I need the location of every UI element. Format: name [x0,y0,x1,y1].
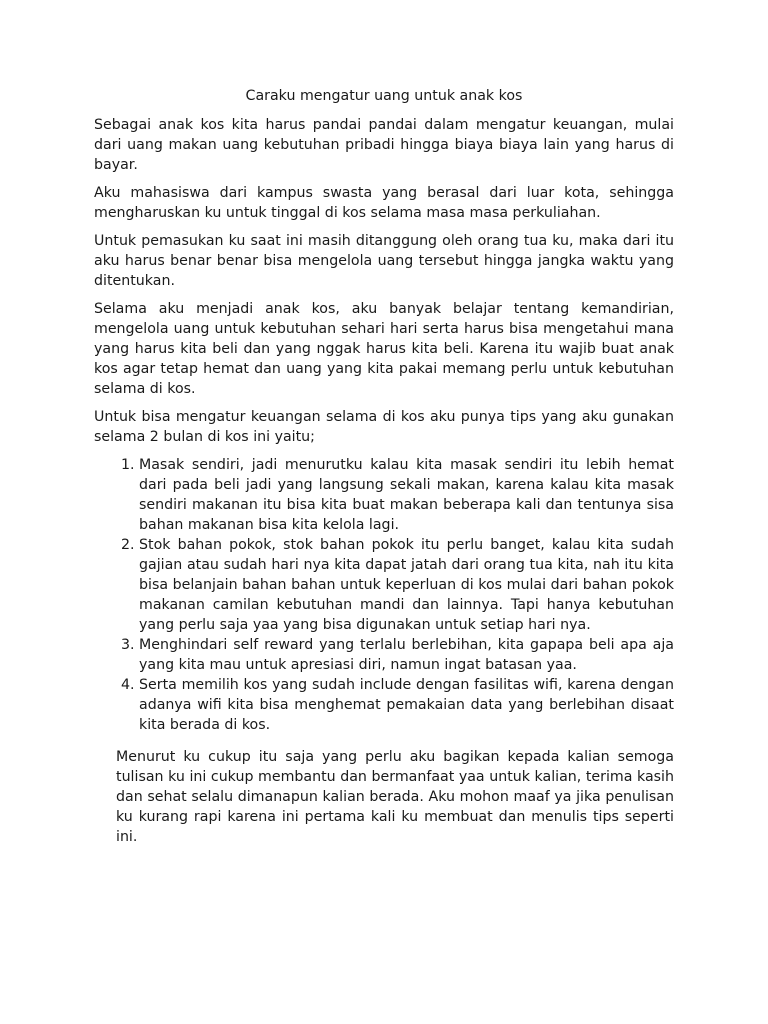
paragraph-intro: Sebagai anak kos kita harus pandai pandai dalam mengatur keuangan, mulai dari uang makan uang kebutuhan pribadi hingga biaya biaya lain yang harus di bayar. [94,117,674,173]
paragraph-income: Untuk pemasukan ku saat ini masih ditanggung oleh orang tua ku, maka dari itu aku harus benar benar bisa mengelola uang tersebut hingga jangka waktu yang ditentukan. [94,233,674,289]
paragraph-closing: Menurut ku cukup itu saja yang perlu aku bagikan kepada kalian semoga tulisan ku ini cukup membantu dan bermanfaat yaa untuk kalian, terima kasih dan sehat selalu dimanapun kalian berada. Aku mohon maaf ya jika penulisan ku kurang rapi karena ini pertama kali ku membuat dan menulis tips seperti ini. [116,749,674,845]
document-title: Caraku mengatur uang untuk anak kos [245,88,523,104]
tips-list [94,455,674,735]
tip-item-wifi: 4. Serta memilih kos yang sudah include dengan fasilitas wifi, karena dengan adanya wifi kita bisa menghemat pemakaian data yang berlebihan disaat kita berada di kos. [139,675,674,735]
tip-item-stock: 2. Stok bahan pokok, stok bahan pokok itu perlu banget, kalau kita sudah gajian atau sudah hari nya kita dapat jatah dari orang tua kita, nah itu kita bisa belanjain bahan bahan untuk keperluan di kos mulai dari bahan pokok makanan camilan kebutuhan mandi dan lainnya. Tapi hanya kebutuhan yang perlu saja yaa yang bisa digunakan untuk setiap hari nya. [139,535,674,635]
paragraph-tips-intro: Untuk bisa mengatur keuangan selama di kos aku punya tips yang aku gunakan selama 2 bulan di kos ini yaitu; [94,409,674,445]
paragraph-independence: Selama aku menjadi anak kos, aku banyak belajar tentang kemandirian, mengelola uang untuk kebutuhan sehari hari serta harus bisa mengetahui mana yang harus kita beli dan yang nggak harus kita beli. Karena itu wajib buat anak kos agar tetap hemat dan uang yang kita pakai memang perlu untuk kebutuhan selama di kos. [94,301,674,397]
document-body [94,86,674,847]
tip-item-self-reward: 3. Menghindari self reward yang terlalu berlebihan, kita gapapa beli apa aja yang kita mau untuk apresiasi diri, namun ingat batasan yaa. [139,635,674,675]
tip-item-cook: 1. Masak sendiri, jadi menurutku kalau kita masak sendiri itu lebih hemat dari pada beli jadi yang langsung sekali makan, karena kalau kita masak sendiri makanan itu bisa kita buat makan beberapa kali dan tentunya sisa bahan makanan bisa kita kelola lagi. [139,455,674,535]
paragraph-background: Aku mahasiswa dari kampus swasta yang berasal dari luar kota, sehingga mengharuskan ku untuk tinggal di kos selama masa masa perkuliahan. [94,185,674,221]
